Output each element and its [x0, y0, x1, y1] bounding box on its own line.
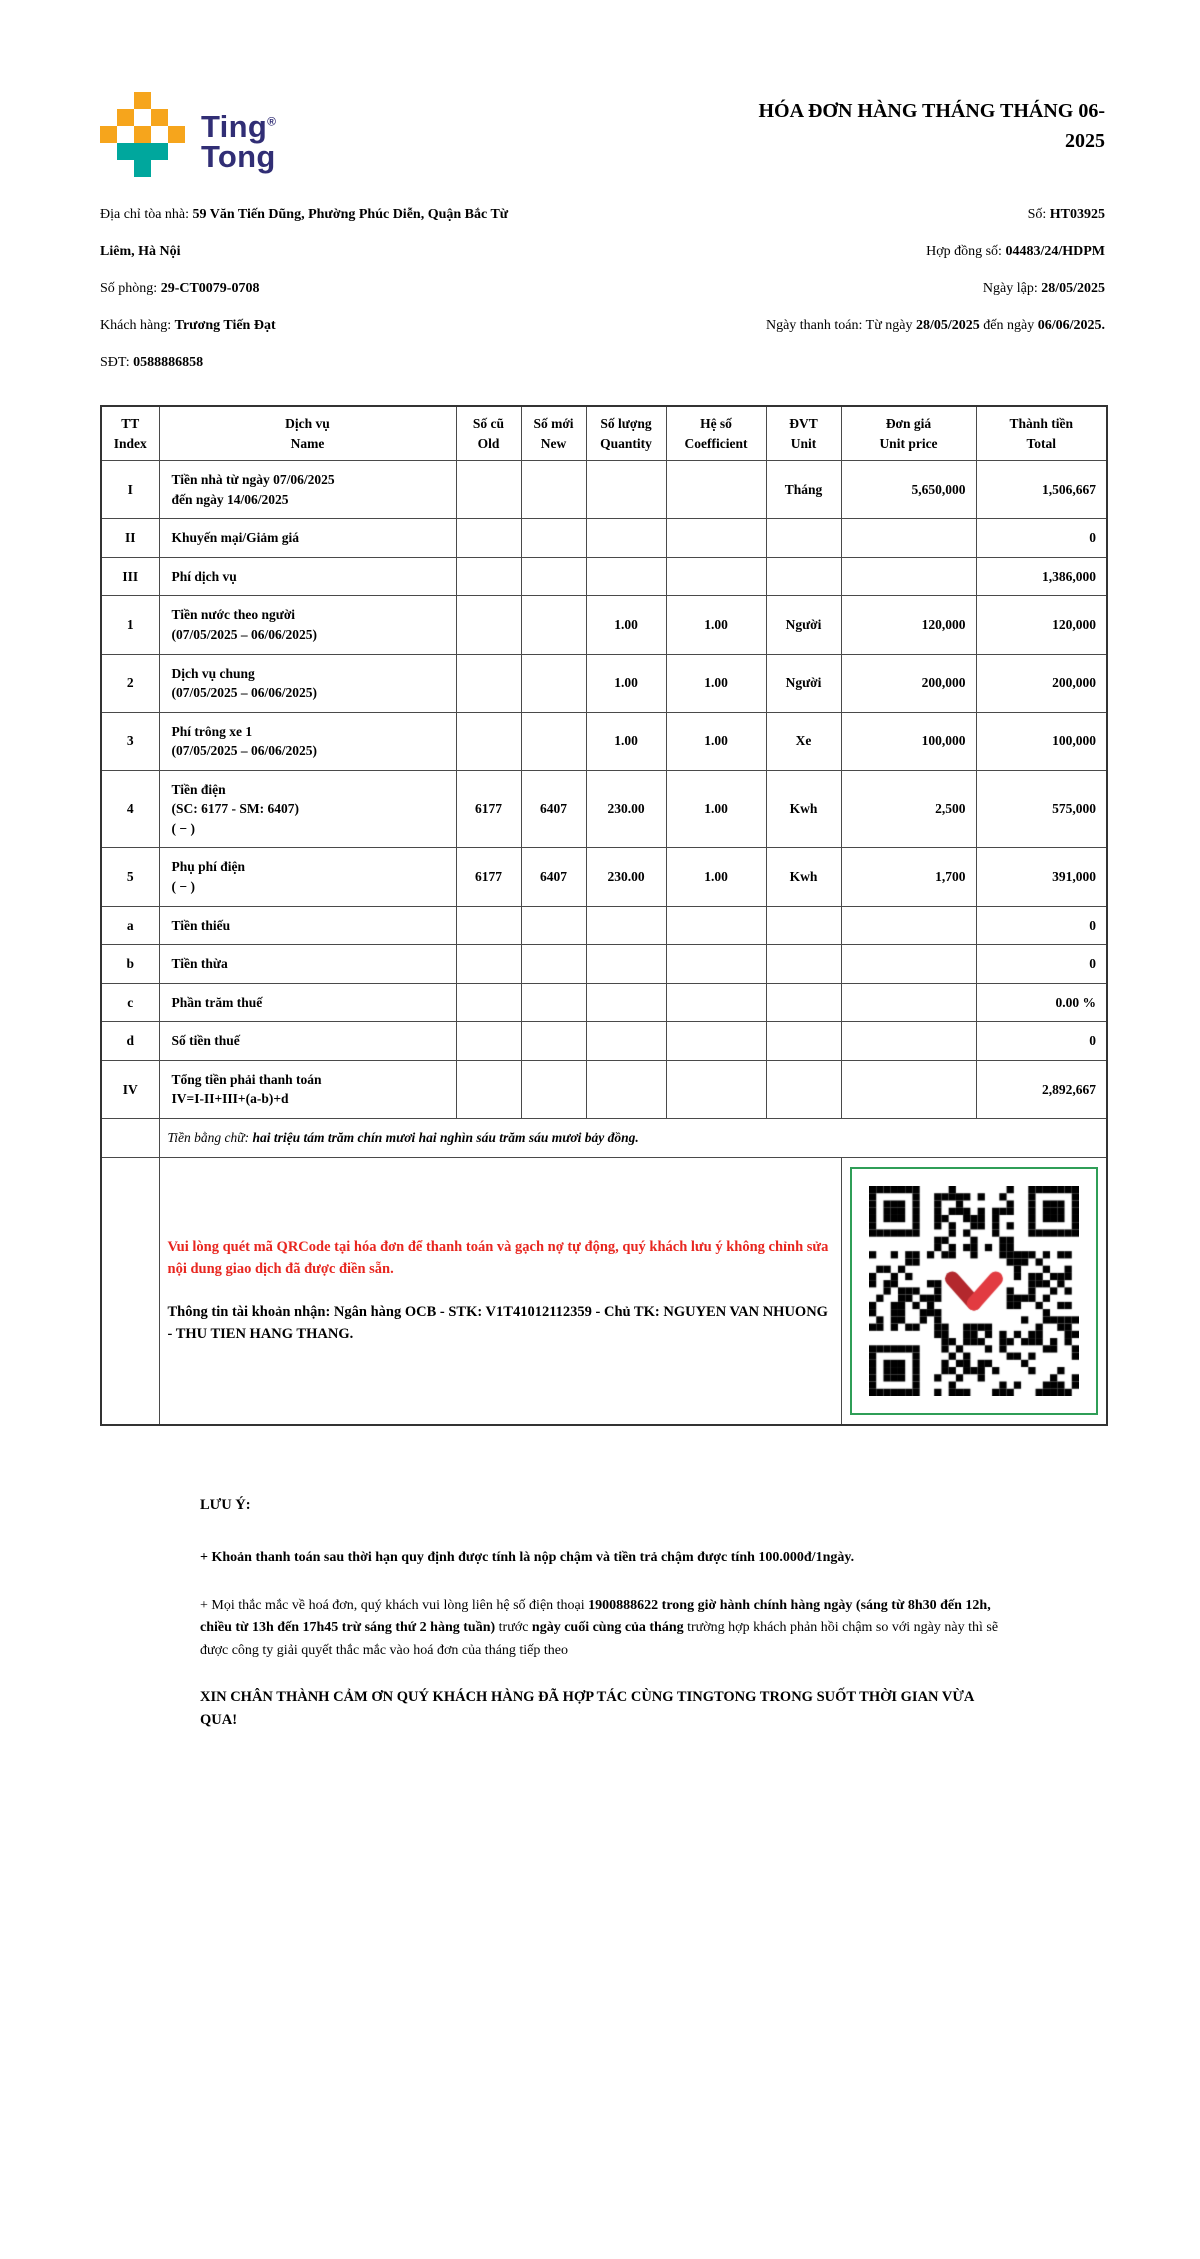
qr-payment-note: Vui lòng quét mã QRCode tại hóa đơn để thanh toán và gạch nợ tự động, quý khách lưu ý không chỉnh sửa nội dung giao dịch đã được điền sẵn.: [167, 1238, 829, 1278]
invoice-row: [101, 983, 1107, 1022]
cell-old: [456, 1022, 521, 1061]
cell-new: [521, 654, 586, 712]
column-header: [101, 406, 159, 461]
info-line: [100, 196, 518, 270]
cell-unit-price: 100,000: [841, 712, 976, 770]
cell-quantity: 1.00: [586, 596, 666, 654]
cell-index-empty: [101, 1157, 159, 1425]
invoice-table: [100, 405, 1108, 1426]
cell-old: [456, 945, 521, 984]
hotline-note: [200, 1595, 1010, 1662]
text-run: Ngày lập:: [982, 281, 1042, 296]
cell-name: Tiền thiếu: [159, 906, 456, 945]
cell-coefficient: [666, 461, 766, 519]
cell-old: [456, 519, 521, 558]
column-header: [521, 406, 586, 461]
column-header: [976, 406, 1107, 461]
column-header-en: New: [540, 435, 567, 451]
cell-index: d: [101, 1022, 159, 1061]
cell-name: Phụ phí điện ( − ): [159, 848, 456, 906]
cell-coefficient: [666, 1022, 766, 1061]
column-header: [159, 406, 456, 461]
cell-unit: Tháng: [766, 461, 841, 519]
cell-index: 1: [101, 596, 159, 654]
invoice-footer: [200, 1494, 1010, 1733]
invoice-row: [101, 770, 1107, 848]
cell-name: Tiền thừa: [159, 945, 456, 984]
logo-pixel: [168, 126, 185, 143]
invoice-row: [101, 1060, 1107, 1118]
column-header-en: Index: [113, 435, 147, 451]
cell-new: [521, 519, 586, 558]
text-run: 28/05/2025: [1041, 281, 1105, 296]
text-run: HT03925: [1049, 207, 1105, 222]
cell-index: III: [101, 557, 159, 596]
column-header-en: Coefficient: [684, 435, 748, 451]
bank-account-info: [168, 1301, 833, 1346]
meta-line: [518, 233, 1105, 270]
cell-total: 0: [976, 1022, 1107, 1061]
cell-name: Số tiền thuế: [159, 1022, 456, 1061]
cell-unit: Xe: [766, 712, 841, 770]
cell-name: Dịch vụ chung (07/05/2025 – 06/06/2025): [159, 654, 456, 712]
invoice-row: [101, 519, 1107, 558]
text-run: Số phòng:: [100, 281, 161, 296]
customer-info: [100, 196, 518, 381]
text-run: Thông tin tài khoản nhận: Ngân hàng OCB - STK:: [167, 1303, 486, 1320]
logo-pixel: [134, 143, 151, 160]
column-header-en: Total: [1026, 435, 1056, 451]
cell-coefficient: [666, 1060, 766, 1118]
text-run: Địa chỉ tòa nhà:: [100, 207, 193, 222]
logo-pixel: [117, 109, 134, 126]
cell-total: 1,386,000: [976, 557, 1107, 596]
cell-index: II: [101, 519, 159, 558]
cell-unit: [766, 945, 841, 984]
cell-unit-price: 1,700: [841, 848, 976, 906]
cell-unit: Kwh: [766, 770, 841, 848]
text-run: Khách hàng:: [100, 318, 175, 333]
cell-old: [456, 712, 521, 770]
text-run: Hợp đồng số:: [926, 244, 1006, 259]
column-header-en: Name: [290, 435, 325, 451]
cell-coefficient: [666, 945, 766, 984]
cell-total: 2,892,667: [976, 1060, 1107, 1118]
cell-unit-price: 5,650,000: [841, 461, 976, 519]
text-run: - Chủ TK:: [591, 1303, 664, 1320]
invoice-table-extra: [101, 1118, 1107, 1424]
cell-total: 100,000: [976, 712, 1107, 770]
cell-name: Phí trông xe 1 (07/05/2025 – 06/06/2025): [159, 712, 456, 770]
cell-index: 2: [101, 654, 159, 712]
text-run: + Mọi thắc mắc về hoá đơn, quý khách vui lòng liên hệ số điện thoại: [200, 1598, 589, 1614]
logo-pixel: [134, 126, 151, 143]
cell-quantity: 230.00: [586, 770, 666, 848]
cell-quantity: 1.00: [586, 712, 666, 770]
cell-quantity: 1.00: [586, 654, 666, 712]
cell-old: [456, 654, 521, 712]
invoice-meta: [518, 196, 1105, 381]
invoice-row: [101, 712, 1107, 770]
cell-coefficient: 1.00: [666, 654, 766, 712]
text-run: 29-CT0079-0708: [160, 281, 260, 296]
cell-unit: Người: [766, 654, 841, 712]
cell-index: 4: [101, 770, 159, 848]
logo-pixel: [100, 126, 117, 143]
cell-unit-price: 120,000: [841, 596, 976, 654]
invoice-info-section: [100, 196, 1105, 381]
registered-mark: ®: [267, 114, 277, 129]
info-line: [100, 307, 518, 344]
text-run: trong giờ hành chính hàng ngày (sáng từ 8h30 đến 12h, chiều từ 13h đến 17h45 trừ sáng thứ 2 hàng tuần): [200, 1598, 991, 1636]
column-header-en: Quantity: [600, 435, 652, 451]
meta-line: [518, 196, 1105, 233]
cell-quantity: [586, 461, 666, 519]
cell-unit: [766, 983, 841, 1022]
column-header-vi: ĐVT: [789, 416, 818, 431]
text-run: V1T41012112359: [485, 1303, 592, 1320]
column-header-en: Unit: [790, 435, 817, 451]
column-header-vi: Số cũ: [472, 416, 505, 431]
cell-unit: [766, 906, 841, 945]
cell-new: [521, 1022, 586, 1061]
cell-quantity: [586, 1022, 666, 1061]
invoice-row: [101, 1022, 1107, 1061]
invoice-header: [100, 92, 1105, 180]
cell-index: b: [101, 945, 159, 984]
thank-you-message: XIN CHÂN THÀNH CẢM ƠN QUÝ KHÁCH HÀNG ĐÃ HỢP TÁC CÙNG TINGTONG TRONG SUỐT THỜI GIAN VỪA QUA!: [200, 1689, 974, 1729]
cell-unit: Kwh: [766, 848, 841, 906]
logo-pixel: [151, 143, 168, 160]
cell-name: Khuyến mại/Giảm giá: [159, 519, 456, 558]
text-run: Số:: [1027, 207, 1050, 222]
cell-new: [521, 983, 586, 1022]
invoice-row: [101, 461, 1107, 519]
column-header-en: Old: [477, 435, 500, 451]
cell-old: 6177: [456, 848, 521, 906]
qr-payment-text-cell: [159, 1157, 841, 1425]
column-header: [456, 406, 521, 461]
cell-old: [456, 461, 521, 519]
cell-coefficient: [666, 906, 766, 945]
cell-new: [521, 945, 586, 984]
cell-unit-price: [841, 983, 976, 1022]
cell-coefficient: 1.00: [666, 770, 766, 848]
invoice-row: [101, 596, 1107, 654]
invoice-row: [101, 654, 1107, 712]
qr-code-cell: [841, 1157, 1107, 1425]
logo-line-ting: Ting®: [201, 109, 277, 144]
cell-new: [521, 557, 586, 596]
cell-index: 3: [101, 712, 159, 770]
column-header-vi: Số mới: [533, 416, 574, 431]
cell-old: [456, 557, 521, 596]
cell-coefficient: 1.00: [666, 596, 766, 654]
cell-index: a: [101, 906, 159, 945]
cell-new: 6407: [521, 770, 586, 848]
text-run: .: [349, 1325, 354, 1342]
cell-new: [521, 596, 586, 654]
tingtong-logo-text: [201, 92, 276, 173]
cell-new: [521, 906, 586, 945]
info-line: [100, 344, 518, 381]
cell-new: [521, 1060, 586, 1118]
cell-total: 0: [976, 519, 1107, 558]
notes-heading: LƯU Ý:: [200, 1496, 251, 1513]
text-run: 1900888622: [588, 1598, 659, 1614]
cell-index: 5: [101, 848, 159, 906]
amount-in-words-cell: [159, 1118, 1107, 1157]
invoice-row: [101, 945, 1107, 984]
text-run: 06/06/2025.: [1037, 318, 1105, 333]
cell-unit-price: [841, 906, 976, 945]
cell-unit-price: 200,000: [841, 654, 976, 712]
cell-coefficient: 1.00: [666, 848, 766, 906]
tingtong-logo-icon: [100, 92, 185, 180]
logo-pixel: [134, 92, 151, 109]
logo-pixel: [117, 143, 134, 160]
cell-new: [521, 712, 586, 770]
text-run: 04483/24/HDPM: [1005, 244, 1105, 259]
info-line: [100, 270, 518, 307]
cell-new: [521, 461, 586, 519]
amount-in-words-label: Tiền bằng chữ:: [167, 1129, 253, 1145]
column-header-en: Unit price: [879, 435, 938, 451]
qr-payment-row: [101, 1157, 1107, 1425]
text-run: trước: [495, 1620, 532, 1636]
text-run: Trương Tiến Đạt: [174, 318, 276, 333]
logo-pixel: [151, 109, 168, 126]
cell-total: 0.00 %: [976, 983, 1107, 1022]
cell-quantity: [586, 1060, 666, 1118]
text-run: + Khoản thanh toán sau thời hạn quy định được tính là nộp chậm và tiền trả chậm được tính 100.000đ/1ngày.: [200, 1549, 855, 1565]
cell-index: I: [101, 461, 159, 519]
cell-unit-price: [841, 945, 976, 984]
cell-old: [456, 983, 521, 1022]
amount-in-words-value: hai triệu tám trăm chín mươi hai nghìn sáu trăm sáu mươi bảy đồng.: [252, 1129, 639, 1145]
tingtong-logo: [100, 92, 276, 180]
cell-unit-price: [841, 1022, 976, 1061]
column-header: [586, 406, 666, 461]
cell-coefficient: 1.00: [666, 712, 766, 770]
cell-unit-price: [841, 1060, 976, 1118]
text-run: ngày cuối cùng của tháng: [531, 1620, 684, 1636]
cell-unit-price: [841, 557, 976, 596]
cell-unit-price: [841, 519, 976, 558]
cell-total: 1,506,667: [976, 461, 1107, 519]
text-run: NGUYEN VAN NHUONG - THU TIEN HANG THANG: [167, 1303, 828, 1342]
cell-name: Tiền nhà từ ngày 07/06/2025 đến ngày 14/06/2025: [159, 461, 456, 519]
cell-quantity: [586, 906, 666, 945]
column-header-vi: Dịch vụ: [285, 416, 330, 431]
text-run: SĐT:: [100, 355, 134, 370]
cell-name: Tiền điện (SC: 6177 - SM: 6407) ( − ): [159, 770, 456, 848]
cell-total: 391,000: [976, 848, 1107, 906]
qr-code-frame: [850, 1167, 1098, 1415]
cell-total: 0: [976, 906, 1107, 945]
cell-unit: [766, 1060, 841, 1118]
cell-quantity: [586, 983, 666, 1022]
invoice-table-header: [101, 406, 1107, 461]
cell-coefficient: [666, 519, 766, 558]
column-header-vi: TT: [121, 416, 140, 431]
cell-old: [456, 1060, 521, 1118]
cell-total: 200,000: [976, 654, 1107, 712]
text-run: 0588886858: [133, 355, 204, 370]
invoice-row: [101, 848, 1107, 906]
logo-pixel: [134, 160, 151, 177]
cell-old: 6177: [456, 770, 521, 848]
cell-quantity: [586, 945, 666, 984]
cell-unit-price: 2,500: [841, 770, 976, 848]
cell-index: c: [101, 983, 159, 1022]
cell-quantity: [586, 557, 666, 596]
column-header: [766, 406, 841, 461]
cell-name: Tổng tiền phải thanh toán IV=I-II+III+(a-b)+d: [159, 1060, 456, 1118]
text-run: trường hợp khách phản hồi chậm so với ngày này thì sẽ được công ty giải quyết thắc mắc vào hoá đơn của tháng tiếp theo: [200, 1620, 999, 1658]
invoice-row: [101, 906, 1107, 945]
cell-name: Phí dịch vụ: [159, 557, 456, 596]
cell-old: [456, 596, 521, 654]
logo-line-tong: Tong: [201, 139, 276, 175]
cell-quantity: 230.00: [586, 848, 666, 906]
payment-qr-code-icon: [869, 1186, 1079, 1396]
text-run: 59 Văn Tiến Dũng, Phường Phúc Diễn, Quận Bắc Từ Liêm, Hà Nội: [100, 207, 509, 259]
cell-unit: [766, 1022, 841, 1061]
column-header-vi: Số lượng: [600, 416, 652, 431]
cell-total: 120,000: [976, 596, 1107, 654]
late-payment-note: [200, 1547, 1010, 1569]
cell-total: 0: [976, 945, 1107, 984]
cell-total: 575,000: [976, 770, 1107, 848]
meta-line: [518, 307, 1105, 344]
cell-index-empty: [101, 1118, 159, 1157]
text-run: 28/05/2025: [916, 318, 980, 333]
invoice-row: [101, 557, 1107, 596]
column-header-vi: Hệ số: [700, 416, 732, 431]
cell-new: 6407: [521, 848, 586, 906]
invoice-title: HÓA ĐƠN HÀNG THÁNG THÁNG 06-2025: [758, 100, 1105, 152]
amount-in-words-row: [101, 1118, 1107, 1157]
text-run: đến ngày: [979, 318, 1038, 333]
cell-coefficient: [666, 557, 766, 596]
cell-coefficient: [666, 983, 766, 1022]
cell-index: IV: [101, 1060, 159, 1118]
cell-name: Tiền nước theo người (07/05/2025 – 06/06/2025): [159, 596, 456, 654]
cell-unit: [766, 519, 841, 558]
cell-quantity: [586, 519, 666, 558]
column-header-vi: Thành tiền: [1009, 416, 1073, 431]
cell-old: [456, 906, 521, 945]
meta-line: [518, 270, 1105, 307]
column-header: [666, 406, 766, 461]
column-header-vi: Đơn giá: [885, 416, 932, 431]
cell-unit: Người: [766, 596, 841, 654]
invoice-table-body: [101, 461, 1107, 1119]
text-run: Ngày thanh toán: Từ ngày: [765, 318, 916, 333]
column-header: [841, 406, 976, 461]
cell-name: Phần trăm thuế: [159, 983, 456, 1022]
cell-unit: [766, 557, 841, 596]
